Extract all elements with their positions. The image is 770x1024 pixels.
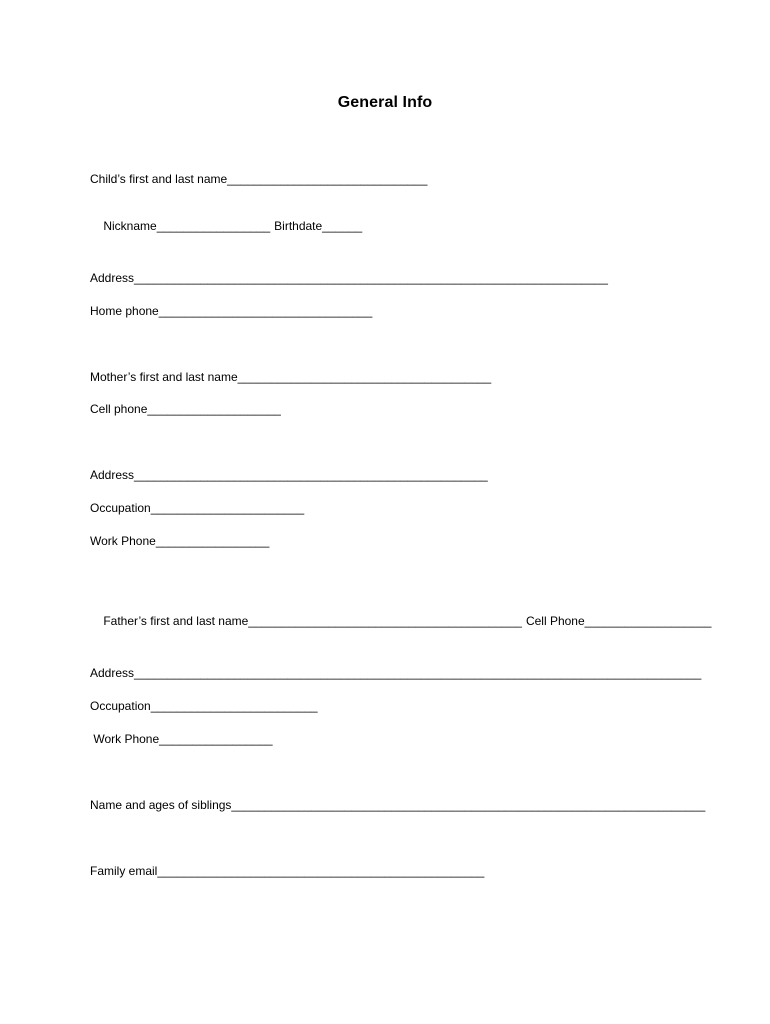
siblings-field[interactable]: Name and ages of siblings_______________________________________________________________________: [90, 798, 706, 812]
mother-occupation-field[interactable]: Occupation_______________________: [90, 501, 305, 515]
father-name-field[interactable]: Father’s first and last name_________________________________________: [103, 614, 522, 628]
mother-address-field[interactable]: Address_____________________________________________________: [90, 468, 488, 482]
mother-name-field[interactable]: Mother’s first and last name______________________________________: [90, 370, 492, 384]
family-email-field[interactable]: Family email_________________________________________________: [90, 864, 485, 878]
father-cell-phone-field[interactable]: Cell Phone___________________: [525, 614, 712, 628]
child-address-field[interactable]: Address_______________________________________________________________________: [90, 271, 608, 285]
birthdate-field[interactable]: Birthdate______: [274, 219, 363, 233]
father-name-cell-row: [90, 600, 712, 628]
mother-work-phone-field[interactable]: Work Phone_________________: [90, 534, 270, 548]
home-phone-field[interactable]: Home phone________________________________: [90, 304, 373, 318]
child-name-field[interactable]: Child’s first and last name______________________________: [90, 172, 428, 186]
page-title: General Info: [337, 94, 433, 111]
mother-cell-phone-field[interactable]: Cell phone____________________: [90, 402, 281, 416]
nickname-field[interactable]: Nickname_________________: [103, 219, 271, 233]
father-occupation-field[interactable]: Occupation_________________________: [90, 699, 318, 713]
father-address-field[interactable]: Address_____________________________________________________________________________________: [90, 666, 702, 680]
father-work-phone-field[interactable]: Work Phone_________________: [90, 732, 273, 746]
nickname-birthdate-row: [90, 205, 363, 233]
